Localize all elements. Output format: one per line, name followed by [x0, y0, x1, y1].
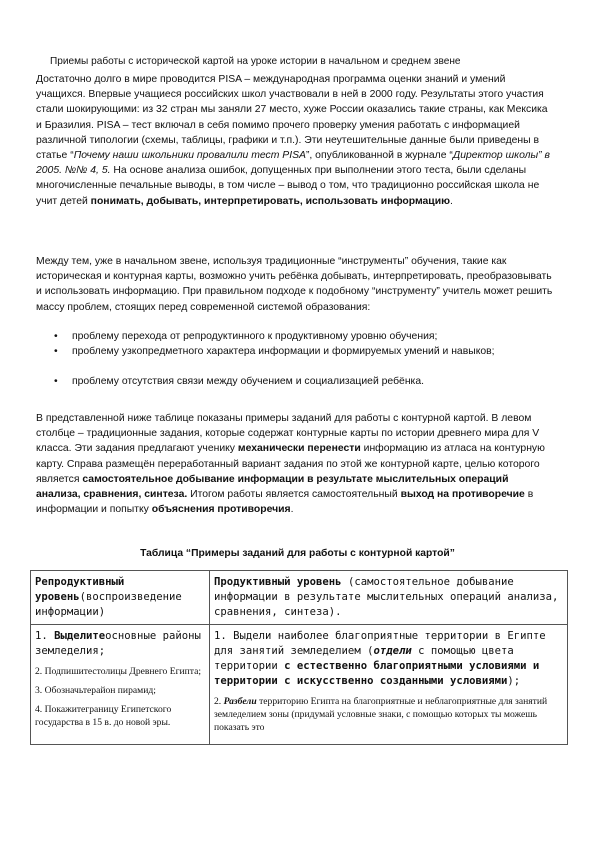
- header-left-normal: (воспроизведение информации): [35, 591, 182, 618]
- left-task-1-verb: Выделите: [54, 630, 106, 642]
- table-caption: Таблица “Примеры заданий для работы с контурной картой”: [140, 548, 455, 559]
- table-intro-bold-3: выход на противоречие: [400, 489, 525, 501]
- right-task-1: [214, 629, 563, 689]
- table-intro-text-3: Итогом работы является самостоятельный: [187, 489, 401, 501]
- reproductive-tasks-cell: [31, 625, 210, 745]
- left-task-1-text: основные районы земледелия;: [35, 630, 201, 657]
- table-header-row: [31, 571, 568, 625]
- right-task-2-c: территорию Египта на благоприятные и неблагоприятные для занятий земледелием зоны (придумай условные знаки, с помощью которых ты можешь показать это: [214, 696, 548, 733]
- header-right-normal: (самостоятельное добывание информации в результате мыслительных операций анализа, сравнения, синтеза).: [214, 576, 559, 618]
- paragraph-intro: [36, 72, 554, 209]
- table-intro-bold-1: механически перенести: [237, 443, 361, 455]
- table-intro-text-5: .: [290, 504, 294, 516]
- intro-text-2: ”, опубликованной в журнале “: [305, 150, 453, 162]
- left-task-1-num: 1.: [35, 630, 55, 642]
- table-intro-bold-4: объяснения противоречия: [151, 504, 291, 516]
- right-task-1-e: );: [507, 675, 521, 687]
- left-task-3: 3. Обозначьтерайон пирамид;: [35, 685, 156, 696]
- document-title: Приемы работы с исторической картой на уроке истории в начальном и среднем звене: [50, 56, 461, 67]
- right-task-1-c: с помощью цвета территории: [214, 645, 514, 672]
- list-item: • проблему перехода от репродуктинного к продуктивному уровню обучения;: [54, 329, 544, 344]
- intro-bold: понимать, добывать, интерпретировать, использовать информацию: [90, 195, 450, 207]
- left-task-4: 4. Покажитеграницу Египетского государства в 15 в. до новой эры.: [35, 704, 172, 728]
- list-item: • проблему отсутствия связи между обучением и социализацией ребёнка.: [54, 374, 544, 389]
- header-right-bold: Продуктивный уровень: [214, 576, 342, 588]
- left-task-2: 2. Подпишитестолицы Древнего Египта;: [35, 666, 202, 677]
- right-task-1-b: отдели: [373, 645, 412, 657]
- table-intro-bold-2: самостоятельное добывание информации в результате мыслительных операций анализа, сравнения, синтеза.: [36, 473, 509, 501]
- right-task-1-a: 1. Выдели наиболее благоприятные территории в Египте для занятий земледелием (: [214, 630, 546, 657]
- right-task-2-a: 2.: [214, 696, 224, 707]
- right-task-2-b: Разбели: [223, 696, 257, 707]
- problems-list: [54, 329, 544, 390]
- table-row: [31, 625, 568, 745]
- intro-text-1: Достаточно долго в мире проводится PISA – международная программа оценки знаний и умений учащихся. Впервые учащиеся российских школ участвовали в ней в 2000 году. Результаты этого участия стали шокирующими: из 32 стран мы заняли 27 место, хуже России оказались такие страны, как Мексика и Бразилия. PISA – тест включал в себя помимо прочего проверку умения работать с информацией различной типологии (схемы, таблицы, графики и т.п.). Эти неутешительные данные были приведены в статье “: [36, 74, 548, 162]
- intro-article-title: Почему наши школьники провалили тест PISA: [73, 150, 306, 162]
- intro-text-4: .: [449, 195, 453, 207]
- left-task-1: [35, 629, 205, 659]
- right-task-2: [214, 695, 563, 734]
- list-item: • проблему узкопредметного характера информации и формируемых умений и навыков;: [54, 344, 544, 359]
- header-productive: [210, 571, 568, 625]
- header-left-bold: Репродуктивный уровень: [35, 576, 125, 603]
- paragraph-tools: Между тем, уже в начальном звене, используя традиционные “инструменты” обучения, такие как историческая и контурная карты, возможно учить ребёнка добывать, интерпретировать, преобразовывать и использовать информацию. При правильном подходе к подобному “инструменту” учитель может решить массу проблем, стоящих перед современной системой образования:: [36, 256, 553, 313]
- paragraph-table-intro: [36, 411, 554, 517]
- table-intro-text-2: информацию из атласа на контурную карту. Справа размещён переработанный вариант задания по этой же контурной карте, целью которого является: [36, 443, 545, 485]
- intro-journal: Директор школы” в 2005. №№ 4, 5.: [36, 150, 550, 177]
- table-intro-text-1: В представленной ниже таблице показаны примеры заданий для работы с контурной картой. В левом столбце – традиционные задания, которые содержат контурные карты по истории древнего мира для V класса. Эти задания предлагают ученику: [36, 413, 540, 455]
- intro-text-3: На основе анализа ошибок, допущенных при выполнении этого теста, были сделаны многочисленные печальные выводы, в том числе – вывод о том, что традиционно российская школа не учит детей: [36, 165, 540, 207]
- tasks-table: [30, 570, 568, 745]
- table-intro-text-4: в информации и попытку: [36, 489, 534, 516]
- header-reproductive: [31, 571, 210, 625]
- productive-tasks-cell: [210, 625, 568, 745]
- right-task-1-d: с естественно благоприятными условиями и территории с искусственно созданными условиями: [214, 660, 540, 687]
